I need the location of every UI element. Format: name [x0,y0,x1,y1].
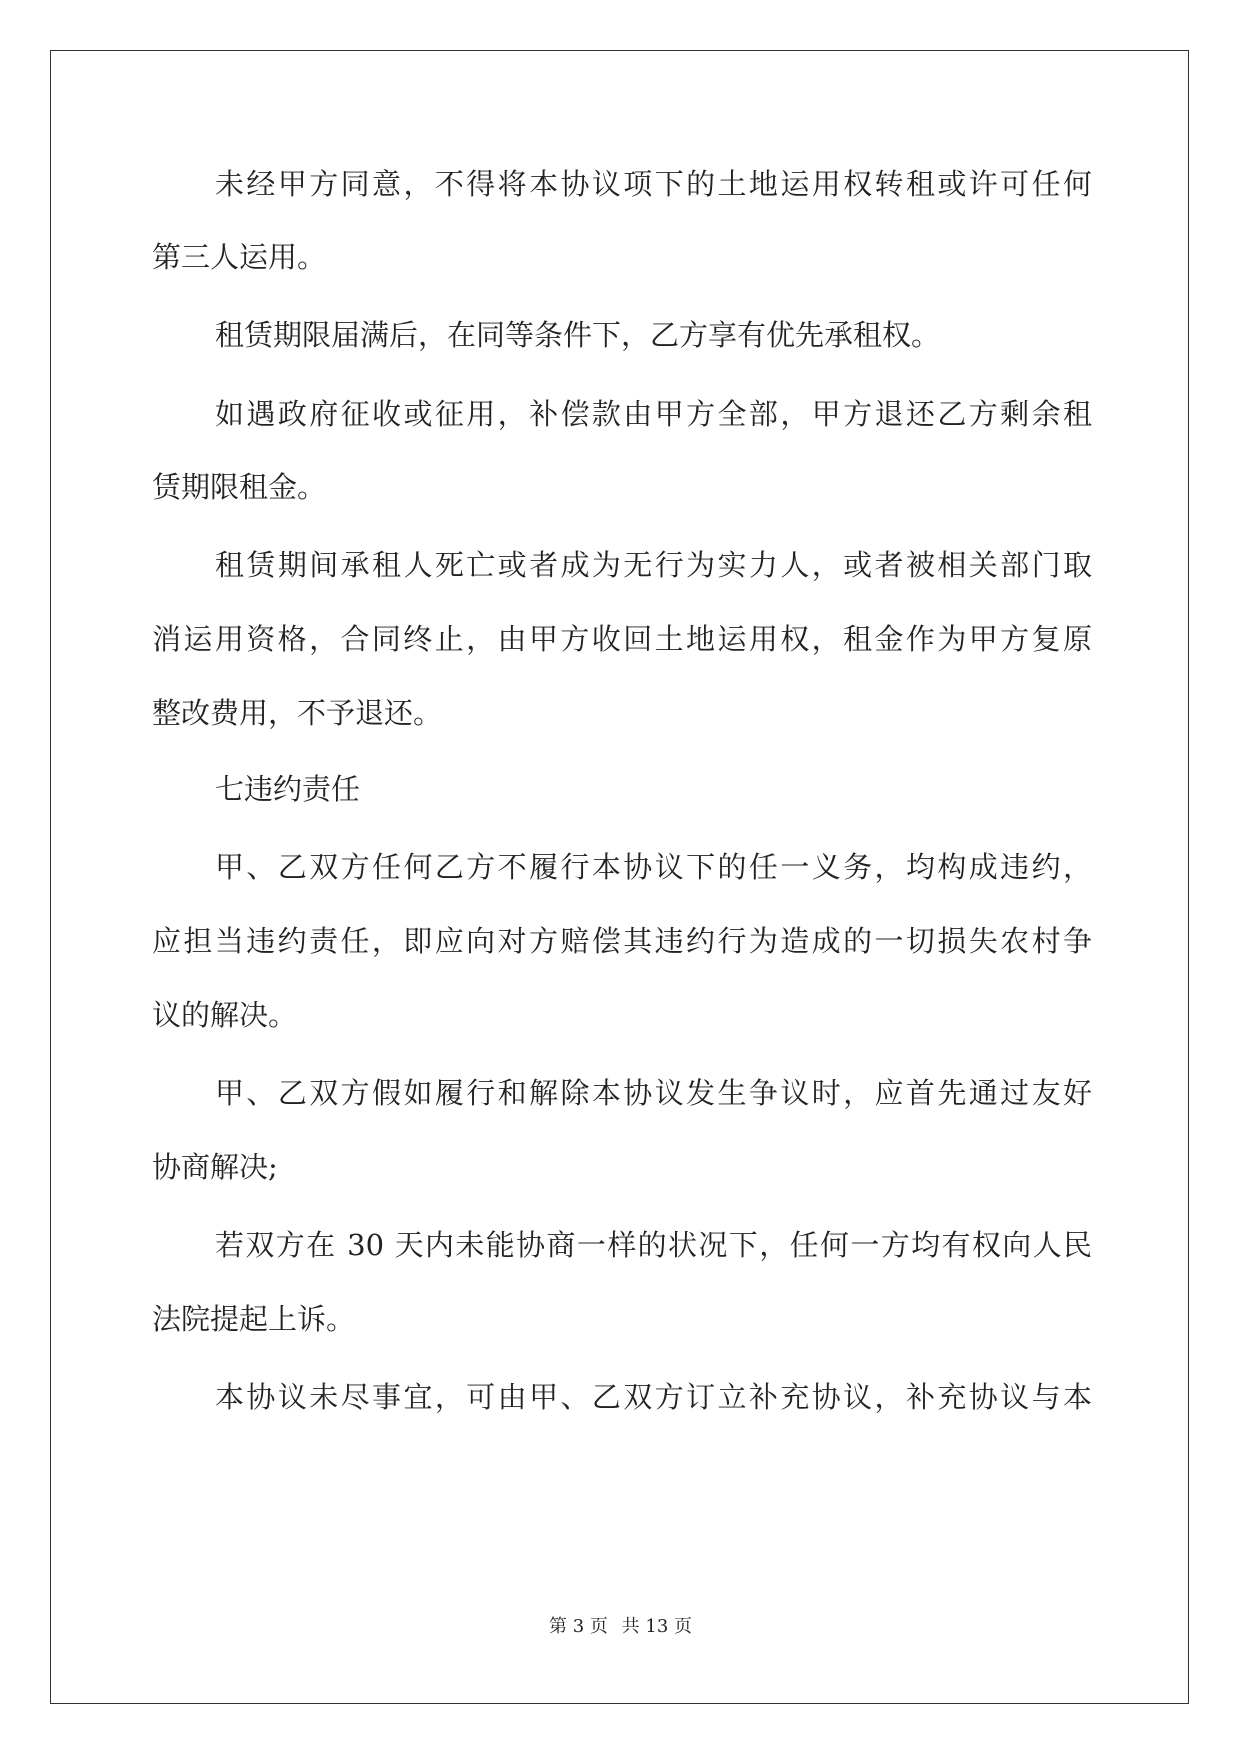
paragraph-line: 甲、乙双方任何乙方不履行本协议下的任一义务，均构成违约， [215,850,1092,884]
paragraph-line: 租赁期间承租人死亡或者成为无行为实力人，或者被相关部门取 [215,548,1092,582]
paragraph-line: 赁期限租金。 [152,470,327,504]
page-number: 第 3 页 [549,1616,608,1637]
paragraph-line: 本协议未尽事宜，可由甲、乙双方订立补充协议，补充协议与本 [215,1380,1092,1414]
paragraph-line: 消运用资格，合同终止，由甲方收回土地运用权，租金作为甲方复原 [152,622,1092,656]
paragraph-line: 法院提起上诉。 [152,1302,356,1336]
paragraph-line: 协商解决; [152,1150,278,1184]
section-heading: 七违约责任 [215,772,361,806]
paragraph-line: 如遇政府征收或征用，补偿款由甲方全部，甲方退还乙方剩余租 [215,397,1092,431]
paragraph-line: 若双方在 30 天内未能协商一样的状况下，任何一方均有权向人民 [215,1228,1092,1262]
paragraph-line: 议的解决。 [152,998,298,1032]
paragraph-line: 整改费用，不予退还。 [152,696,443,730]
paragraph-line: 应担当违约责任，即应向对方赔偿其违约行为造成的一切损失农村争 [152,924,1092,958]
paragraph-line: 租赁期限届满后，在同等条件下，乙方享有优先承租权。 [215,318,941,352]
total-pages: 共 13 页 [621,1616,692,1637]
paragraph-line: 第三人运用。 [152,240,327,274]
paragraph-line: 甲、乙双方假如履行和解除本协议发生争议时，应首先通过友好 [215,1076,1092,1110]
paragraph-line: 未经甲方同意，不得将本协议项下的土地运用权转租或许可任何 [215,167,1092,201]
page-footer [0,1612,1241,1638]
